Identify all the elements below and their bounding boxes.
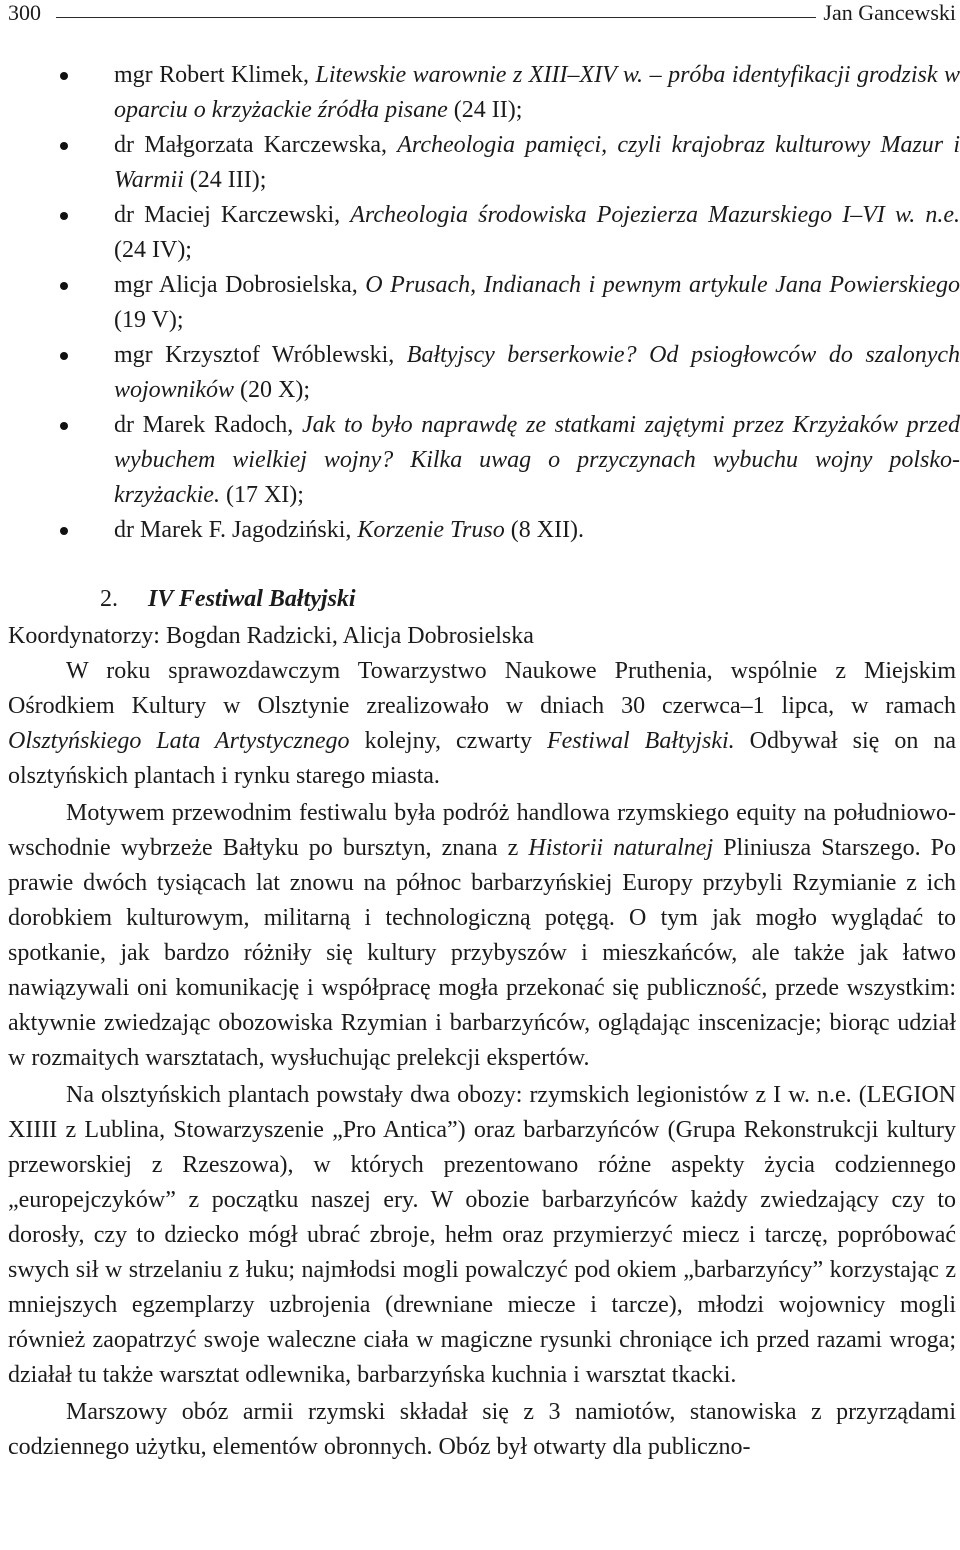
lecture-item: dr Małgorzata Karczewska, Archeologia pamięci, czyli krajobraz kulturowy Mazur i Warmii (24 III); (60, 128, 960, 198)
festival-section (8, 582, 956, 1465)
page-number: 300 (8, 0, 41, 25)
lecture-title: Archeologia środowiska Pojezierza Mazurskiego I–VI w. n.e. (350, 202, 960, 228)
text-run: kolejny, czwarty (349, 728, 547, 754)
lecture-date: (20 X); (240, 377, 310, 403)
lecturer-name: dr Marek F. Jagodziński (114, 517, 346, 543)
italic-run: Historii naturalnej (528, 835, 714, 861)
lecturer-name: mgr Krzysztof Wróblewski (114, 342, 389, 368)
lecture-date: (17 XI); (225, 482, 304, 508)
header-rule (56, 17, 816, 18)
running-header-author: Jan Gancewski (823, 0, 956, 25)
text-run: Pliniusza Starszego. Po prawie dwóch tysiącach lat znowu na północ barbarzyńskiej Europy przybyli Rzymianie z ich dorobkiem kulturowym, militarną i technologiczną potęgą. O tym jak mogło wyglądać to spotkanie, jak bardzo różniły się kultury przybyszów i mieszkańców, ale także jak łatwo nawiązywali oni komunikację i współpracę mogła przekonać się publiczność, przede wszystkim: aktywnie zwiedzając obozowiska Rzymian i barbarzyńców, oglądając inscenizacje; biorąc udział w rozmaitych warsztatach, wysłuchując prelekcji ekspertów. (8, 835, 956, 1071)
lecture-item: mgr Alicja Dobrosielska, O Prusach, Indianach i pewnym artykule Jana Powierskiego (19 V); (60, 268, 960, 338)
section-title: IV Festiwal Bałtyjski (148, 586, 356, 612)
paragraph-3: Na olsztyńskich plantach powstały dwa obozy: rzymskich legionistów z I w. n.e. (LEGION XIIII z Lublina, Stowarzyszenie „Pro Antica”) oraz barbarzyńców (Grupa Rekonstrukcji kultury przeworskiej z Rzeszowa), w których prezentowano różne aspekty życia codziennego „europejczyków” z początku naszej ery. W obozie barbarzyńców każdy zwiedzający czy to dorosły, czy to dziecko mógł ubrać zbroje, hełm oraz przymierzyć miecz i tarczę, popróbować swych sił w strzelaniu z łuku; najmłodsi mogli powalczyć pod okiem „barbarzyńcy” korzystając z mniejszych egzemplarzy uzbrojenia (drewniane miecze i tarcze), młodzi wojownicy mogli również zaopatrzyć swoje waleczne ciała w magiczne rysunki chroniące ich przed razami wroga; działał tu także warsztat odlewnika, barbarzyńska kuchnia i warsztat tkacki. (8, 1082, 956, 1388)
lecture-title: Korzenie Truso (357, 517, 505, 543)
lecture-item: dr Marek Radoch, Jak to było naprawdę ze statkami zajętymi przez Krzyżaków przed wybuchem wielkiej wojny? Kilka uwag o przyczynach wybuchu wojny polsko-krzyżackie. (17 XI); (60, 408, 960, 513)
bullet-icon (60, 212, 68, 220)
lecturer-name: dr Marek Radoch (114, 412, 288, 438)
lecture-item: mgr Robert Klimek, Litewskie warownie z XIII–XIV w. – próba identyfikacji grodzisk w oparciu o krzyżackie źródła pisane (24 II); (60, 58, 960, 128)
lecture-item: dr Maciej Karczewski, Archeologia środowiska Pojezierza Mazurskiego I–VI w. n.e. (24 IV); (60, 198, 960, 268)
lecture-list (60, 58, 960, 548)
coordinators-line: Koordynatorzy: Bogdan Radzicki, Alicja Dobrosielska (8, 623, 534, 649)
running-header (8, 0, 956, 30)
bullet-icon (60, 282, 68, 290)
lecture-title: O Prusach, Indianach i pewnym artykule Jana Powierskiego (365, 272, 960, 298)
lecturer-name: dr Maciej Karczewski (114, 202, 335, 228)
italic-run: Olsztyńskiego Lata Artystycznego (8, 728, 350, 754)
lecture-date: (19 V); (114, 307, 184, 333)
bullet-icon (60, 352, 68, 360)
text-run: Motywem przewodnim festiwalu była podróż handlowa rzymskiego equity na południowo-wschodnie wybrzeże Bałtyku po bursztyn, znana z (8, 800, 956, 861)
lecture-title: Jak to było naprawdę ze statkami zajętymi przez Krzyżaków przed wybuchem wielkiej wojny? Kilka uwag o przyczynach wybuchu wojny polsko-krzyżackie. (114, 412, 960, 508)
lecturer-name: mgr Robert Klimek (114, 62, 303, 88)
bullet-icon (60, 142, 68, 150)
lecture-item: dr Marek F. Jagodziński, Korzenie Truso (8 XII). (60, 513, 960, 548)
paragraph-4: Marszowy obóz armii rzymski składał się z 3 namiotów, stanowiska z przyrządami codziennego użytku, elementów obronnych. Obóz był otwarty dla publiczno- (8, 1399, 956, 1460)
lecture-date: (24 III); (189, 167, 267, 193)
bullet-icon (60, 422, 68, 430)
lecture-date: (8 XII). (510, 517, 585, 543)
text-run: Odbywał się on na olsztyńskich plantach i rynku starego miasta. (8, 728, 956, 789)
lecture-title: Bałtyjscy berserkowie? Od psiogłowców do szalonych wojowników (114, 342, 960, 403)
lecture-item: mgr Krzysztof Wróblewski, Bałtyjscy berserkowie? Od psiogłowców do szalonych wojowników (20 X); (60, 338, 960, 408)
lecture-title: Litewskie warownie z XIII–XIV w. – próba identyfikacji grodzisk w oparciu o krzyżackie źródła pisane (114, 62, 960, 123)
lecture-date: (24 IV); (114, 237, 192, 263)
paragraph-2 (8, 796, 956, 1076)
section-number: 2. (100, 586, 118, 612)
paragraph-1 (8, 654, 956, 794)
italic-run: Festiwal Bałtyjski. (546, 728, 735, 754)
section-heading (8, 582, 956, 617)
lecturer-name: dr Małgorzata Karczewska (114, 132, 381, 158)
bullet-icon (60, 72, 68, 80)
lecture-date: (24 II); (453, 97, 523, 123)
bullet-icon (60, 527, 68, 535)
lecturer-name: mgr Alicja Dobrosielska (114, 272, 352, 298)
lecture-title: Archeologia pamięci, czyli krajobraz kulturowy Mazur i Warmii (114, 132, 960, 193)
text-run: W roku sprawozdawczym Towarzystwo Naukowe Pruthenia, wspólnie z Miejskim Ośrodkiem Kultury w Olsztynie zrealizowało w dniach 30 czerwca–1 lipca, w ramach (8, 658, 956, 719)
